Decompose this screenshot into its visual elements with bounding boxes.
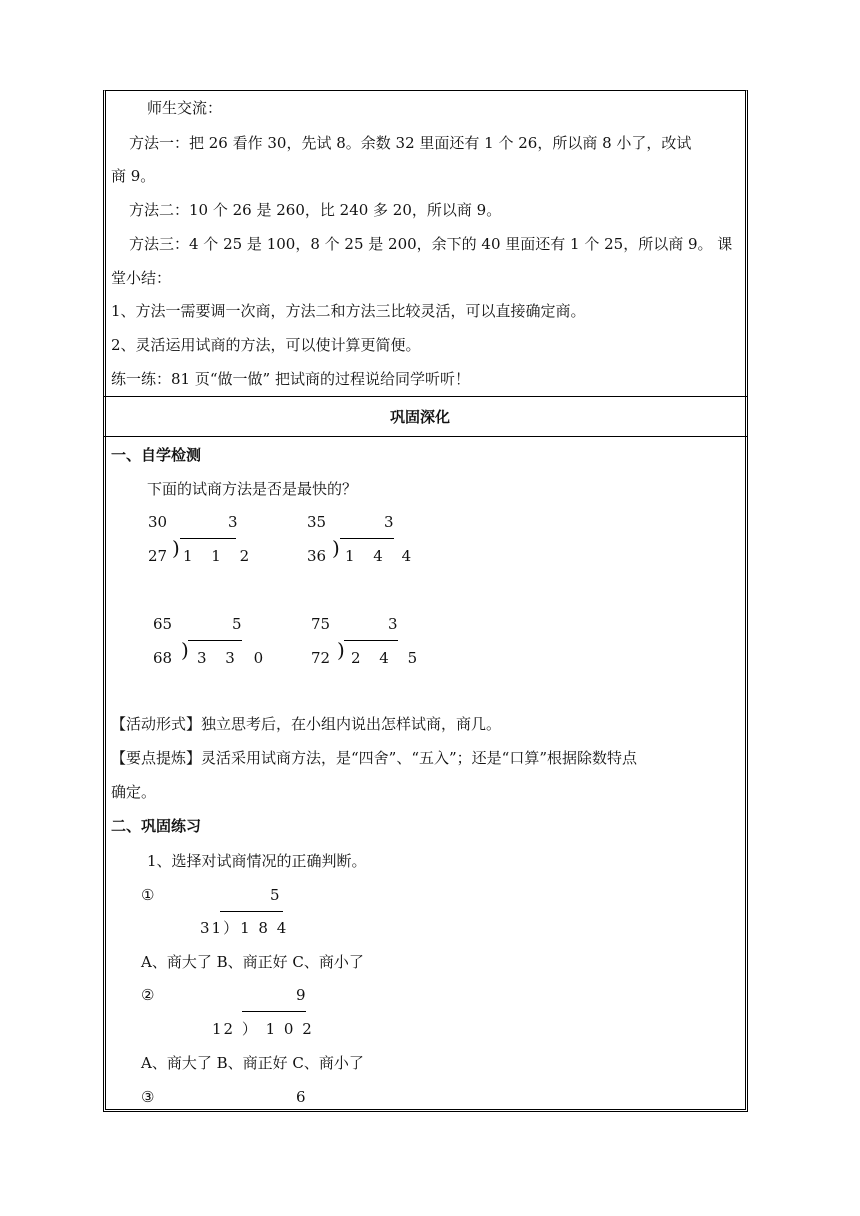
approx-number: 75	[311, 615, 331, 633]
division-expression: 31）1 8 4	[200, 919, 289, 937]
dividend: 1 1 2	[183, 547, 257, 565]
question-text: 1、选择对试商情况的正确判断。	[147, 852, 367, 870]
division-bracket: )	[337, 638, 345, 662]
quotient: 5	[232, 615, 242, 633]
division-bracket: )	[181, 638, 189, 662]
item-marker: ①	[141, 886, 155, 904]
divider	[103, 396, 748, 397]
approx-number: 65	[153, 615, 173, 633]
text-line: 堂小结：	[111, 269, 172, 287]
keypoint-text: 【要点提炼】灵活采用试商方法，是“四舍”、“五入”；还是“口算”根据除数特点	[111, 749, 638, 767]
text-line: 2、灵活运用试商的方法，可以使计算更简便。	[111, 336, 421, 354]
text-line: 方法二：10 个 26 是 260，比 240 多 20，所以商 9。	[129, 201, 502, 219]
quotient: 3	[228, 513, 238, 531]
division-bar	[220, 911, 283, 912]
heading-practice: 二、巩固练习	[111, 817, 202, 835]
activity-text: 【活动形式】独立思考后，在小组内说出怎样试商，商几。	[111, 715, 502, 733]
division-bar	[188, 640, 242, 641]
heading-self-check: 一、自学检测	[111, 446, 202, 464]
division-expression: 12 ） 1 0 2	[212, 1020, 314, 1038]
question-text: 下面的试商方法是否是最快的？	[147, 480, 358, 498]
answer-options: A、商大了 B、商正好 C、商小了	[141, 953, 364, 971]
text-line: 方法一：把 26 看作 30，先试 8。余数 32 里面还有 1 个 26，所以商 8 小了，改试	[129, 134, 692, 152]
quotient: 6	[296, 1088, 306, 1106]
divisor: 36	[307, 547, 327, 565]
item-marker: ②	[141, 986, 155, 1004]
approx-number: 30	[148, 513, 168, 531]
dividend: 2 4 5	[351, 649, 425, 667]
division-bracket: )	[172, 536, 180, 560]
divisor: 27	[148, 547, 168, 565]
division-bar	[340, 538, 394, 539]
dividend: 1 4 4	[345, 547, 419, 565]
dividend: 3 3 0	[197, 649, 271, 667]
quotient: 3	[384, 513, 394, 531]
text-line: 练一练：81 页“做一做” 把试商的过程说给同学听听！	[111, 370, 470, 388]
division-bar	[180, 538, 236, 539]
quotient: 5	[270, 886, 280, 904]
answer-options: A、商大了 B、商正好 C、商小了	[141, 1054, 364, 1072]
quotient: 3	[388, 615, 398, 633]
divisor: 72	[311, 649, 331, 667]
text-line: 方法三：4 个 25 是 100，8 个 25 是 200，余下的 40 里面还有 1 个 25，所以商 9。 课	[129, 235, 733, 253]
text-line: 师生交流：	[147, 99, 223, 117]
section-title: 巩固深化	[390, 408, 451, 426]
text-line: 1、方法一需要调一次商，方法二和方法三比较灵活，可以直接确定商。	[111, 302, 586, 320]
approx-number: 35	[307, 513, 327, 531]
division-bar	[242, 1011, 306, 1012]
text-line: 商 9。	[111, 167, 156, 185]
division-bracket: )	[332, 536, 340, 560]
division-bar	[344, 640, 398, 641]
divisor: 68	[153, 649, 173, 667]
keypoint-text: 确定。	[111, 783, 157, 801]
item-marker: ③	[141, 1088, 155, 1106]
divider	[103, 436, 748, 437]
quotient: 9	[296, 986, 306, 1004]
